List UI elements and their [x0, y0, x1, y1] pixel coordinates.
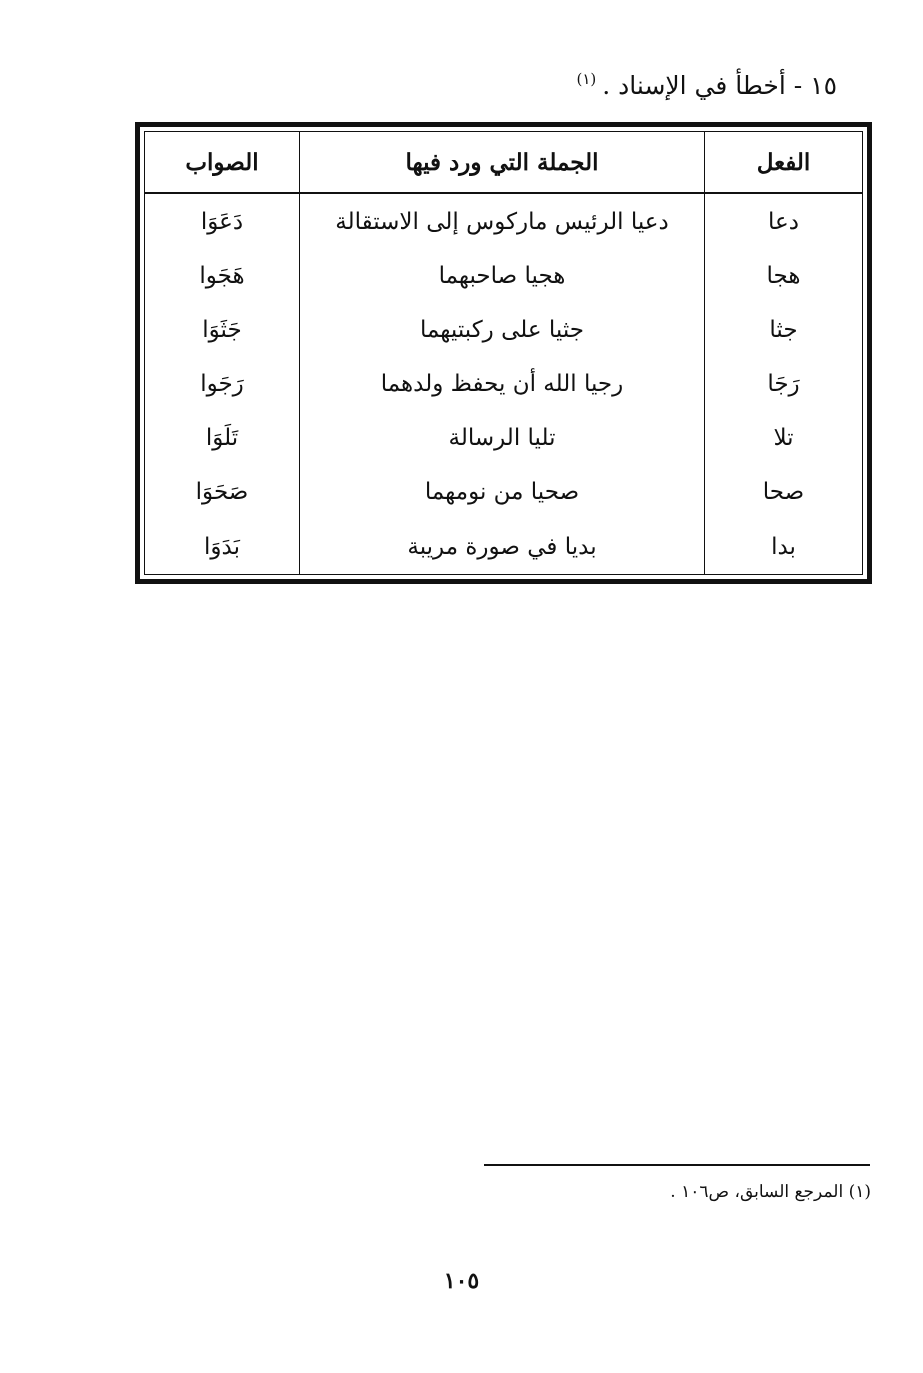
- cell-correct: هَجَوا: [145, 249, 300, 303]
- footnote: (١) المرجع السابق، ص١٠٦ .: [670, 1182, 871, 1202]
- cell-correct: تَلَوَا: [145, 411, 300, 465]
- cell-verb: بدا: [771, 533, 796, 560]
- cell-sentence: هجيا صاحبهما: [300, 249, 705, 303]
- cell-verb: تلا: [773, 425, 794, 452]
- cell-correct: صَحَوَا: [145, 465, 300, 519]
- verbs-table: [144, 131, 863, 575]
- table-row: [145, 249, 863, 303]
- footnote-divider: [484, 1164, 870, 1166]
- cell-verb: جثا: [769, 317, 798, 344]
- header-correct: الصواب: [145, 132, 300, 194]
- footnote-reference: (١): [576, 70, 597, 88]
- table-row: [145, 465, 863, 519]
- cell-correct: جَثَوَا: [145, 303, 300, 357]
- cell-sentence: بديا في صورة مريبة: [300, 519, 705, 574]
- table-row: [145, 357, 863, 411]
- cell-sentence: جثيا على ركبتيهما: [300, 303, 705, 357]
- section-heading: [576, 70, 837, 100]
- table-row: [145, 303, 863, 357]
- cell-verb: رَجَا: [767, 371, 800, 398]
- cell-sentence: دعيا الرئيس ماركوس إلى الاستقالة: [300, 193, 705, 249]
- table-frame: [135, 122, 872, 584]
- cell-verb: هجا: [766, 263, 801, 290]
- header-sentence: الجملة التي ورد فيها: [300, 132, 705, 194]
- heading-text: ١٥ - أخطأ في الإسناد .: [602, 71, 837, 100]
- cell-correct: بَدَوَا: [145, 519, 300, 574]
- cell-correct: دَعَوَا: [145, 193, 300, 249]
- cell-correct: رَجَوا: [145, 357, 300, 411]
- cell-sentence: صحيا من نومهما: [300, 465, 705, 519]
- page-number: ١٠٥: [443, 1268, 480, 1294]
- cell-sentence: رجيا الله أن يحفظ ولدهما: [300, 357, 705, 411]
- cell-verb: صحا: [762, 479, 805, 506]
- header-verb: الفعل: [705, 132, 863, 194]
- table-row: [145, 193, 863, 249]
- table-row: [145, 519, 863, 574]
- table-header-row: [145, 132, 863, 194]
- table-row: [145, 411, 863, 465]
- cell-verb: دعا: [768, 208, 799, 235]
- cell-sentence: تليا الرسالة: [300, 411, 705, 465]
